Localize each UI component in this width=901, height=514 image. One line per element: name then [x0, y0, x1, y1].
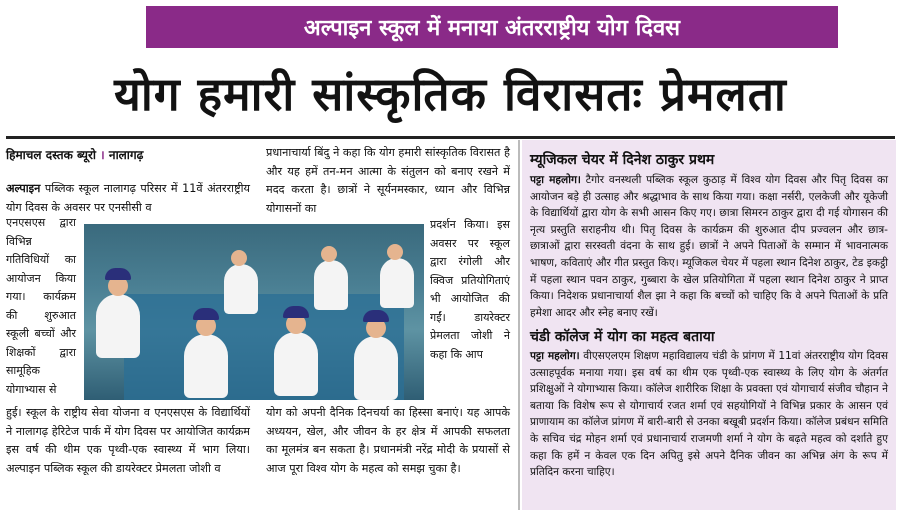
story1-heading: म्यूजिकल चेयर में दिनेश ठाकुर प्रथम [530, 152, 715, 168]
article-col1-top [6, 180, 250, 217]
student-cap [363, 310, 389, 322]
story2-text: वीएसएलएम शिक्षण महाविद्यालय चंडी के प्रांगण में 11वां अंतरराष्ट्रीय योग दिवस उत्साहपूर्वक मनाया गया। इस वर्ष का थीम एक पृथ्वी-एक स्वास्थ्य के लिए योग के अंतर्गत प्रशिक्षुओं ने योगाभ्यास किया। कॉलेज शारीरिक शिक्षा के प्रवक्ता एवं योगाचार्य संजीव चौहान ने बताया कि विशेष रूप से योगाचार्य रजत शर्मा एवं सहयोगियों ने विभिन्न प्रकार के आसन एवं प्राणायाम का कॉलेज प्रांगण में बारी-बारी से उनका बखूबी प्रदर्शन किया। कॉलेज प्रबंधन समिति के सचिव चंद्र मोहन शर्मा एवं प्रधानाचार्य राजमणी शर्मा ने योग के बढ़ते महत्व को दर्शाते हुए कहा कि हमें न केवल एक दिन अपितु इसे अपने दैनिक जीवन का अभिन्न अंग के रूप में प्रतिदिन करना चाहिए। [530, 350, 888, 479]
banner-title: अल्पाइन स्कूल में मनाया अंतरराष्ट्रीय योग दिवस [146, 6, 838, 48]
student-figure [354, 336, 398, 400]
article-lead: अल्पाइन [6, 182, 41, 195]
article-col2-top: प्रधानाचार्या बिंदु ने कहा कि योग हमारी सांस्कृतिक विरासत है और यह हमें तन-मन आत्मा के संतुलन को बनाए रखने में मदद करता है। छात्रों ने सूर्यनमस्कार, ध्यान और विभिन्न योगासनों का [266, 146, 510, 215]
student-figure [274, 332, 318, 396]
article-col1-side: एनएसएस द्वारा विभिन्न गतिविधियों का आयोजन किया गया। कार्यक्रम की शुरुआत स्कूली बच्चों और शिक्षकों द्वारा सामूहिक योगाभ्यास से [6, 216, 76, 396]
article-col1-bottom: हुई। स्कूल के राष्ट्रीय सेवा योजना व एनएसएस के विद्यार्थियों ने नालागढ़ हेरिटेज पार्क में योग दिवस पर आयोजित कार्यक्रम इस वर्ष की थीम एक पृथ्वी-एक स्वास्थ्य में भाग लिया। अल्पाइन पब्लिक स्कूल की डायरेक्टर प्रेमलता जोशी व [6, 406, 250, 475]
story2-dateline: पट्टा महलोग। [530, 350, 580, 362]
student-cap [283, 306, 309, 318]
story1-dateline: पट्टा महलोग। [530, 174, 581, 186]
student-face [231, 250, 247, 266]
byline [6, 146, 143, 163]
student-figure [96, 294, 140, 358]
story1-body [530, 172, 888, 321]
story2-body [530, 348, 888, 481]
student-face [387, 244, 403, 260]
column-divider [518, 140, 520, 510]
yoga-students-photo [84, 224, 424, 400]
story2-heading: चंडी कॉलेज में योग का महत्व बताया [530, 329, 715, 345]
student-cap [105, 268, 131, 280]
student-face [321, 246, 337, 262]
story1-text: टैगोर वनस्थली पब्लिक स्कूल कुठाड़ में विश्व योग दिवस और पितृ दिवस का आयोजन बड़े ही उत्साह और श्रद्धाभाव के साथ किया गया। कक्षा नर्सरी, एलकेजी और यूकेजी के विद्यार्थियों द्वारा योग के सभी आसन किए गए। छात्रा सिमरन ठाकुर द्वारा दी गई योगासन की नृत्य प्रस्तुति सराहनीय थी। पितृ दिवस के कार्यक्रम की शुरुआत दीप प्रज्वलन और छात्र-छात्राओं द्वारा सरस्वती वंदना के साथ हुई। छात्रों ने अपने पिताओं के सम्मान में भावनात्मक भाषण, कविताएं और गीत प्रस्तुत किए। म्यूजिकल चेयर में पहला स्थान दिनेश ठाकुर, टेड इकट्ठी में पहला स्थान पवन ठाकुर, गुब्बारा के खेल प्रतियोगिता में पहला स्थान दिनेश ठाकुर ने प्राप्त किया। निदेशक प्रधानाचार्या शैल झा ने कहा कि बच्चों को चाहिए कि वे अपने पिताओं के प्रति हमेशा आदर और स्नेह बनाए रखें। [530, 174, 888, 319]
student-figure [314, 260, 348, 310]
student-figure [380, 258, 414, 308]
headline: योग हमारी सांस्कृतिक विरासतः प्रेमलता [114, 67, 787, 121]
headline-rule [6, 136, 895, 139]
byline-source: हिमाचल दस्तक ब्यूरो [6, 148, 96, 162]
student-cap [193, 308, 219, 320]
article-col2-bottom: योग को अपनी दैनिक दिनचर्या का हिस्सा बनाएं। यह आपके अध्ययन, खेल, और जीवन के हर क्षेत्र में आपकी सफलता का मूलमंत्र बन सकता है। प्रधानमंत्री नरेंद्र मोदी के प्रयासों से आज पूरा विश्व योग के महत्व को समझ चुका है। [266, 406, 510, 475]
byline-separator: । [100, 148, 105, 162]
article-col1-top-text: पब्लिक स्कूल नालागढ़ परिसर में 11वें अंतरराष्ट्रीय योग दिवस के अवसर पर एनसीसी व [6, 182, 250, 214]
student-figure [184, 334, 228, 398]
article-col2-side: प्रदर्शन किया। इस अवसर पर स्कूल द्वारा रंगोली और क्विज प्रतियोगिताएं भी आयोजित की गईं। डायरेक्टर प्रेमलता जोशी ने कहा कि आप [430, 218, 510, 361]
student-figure [224, 264, 258, 314]
byline-place: नालागढ़ [108, 148, 144, 162]
